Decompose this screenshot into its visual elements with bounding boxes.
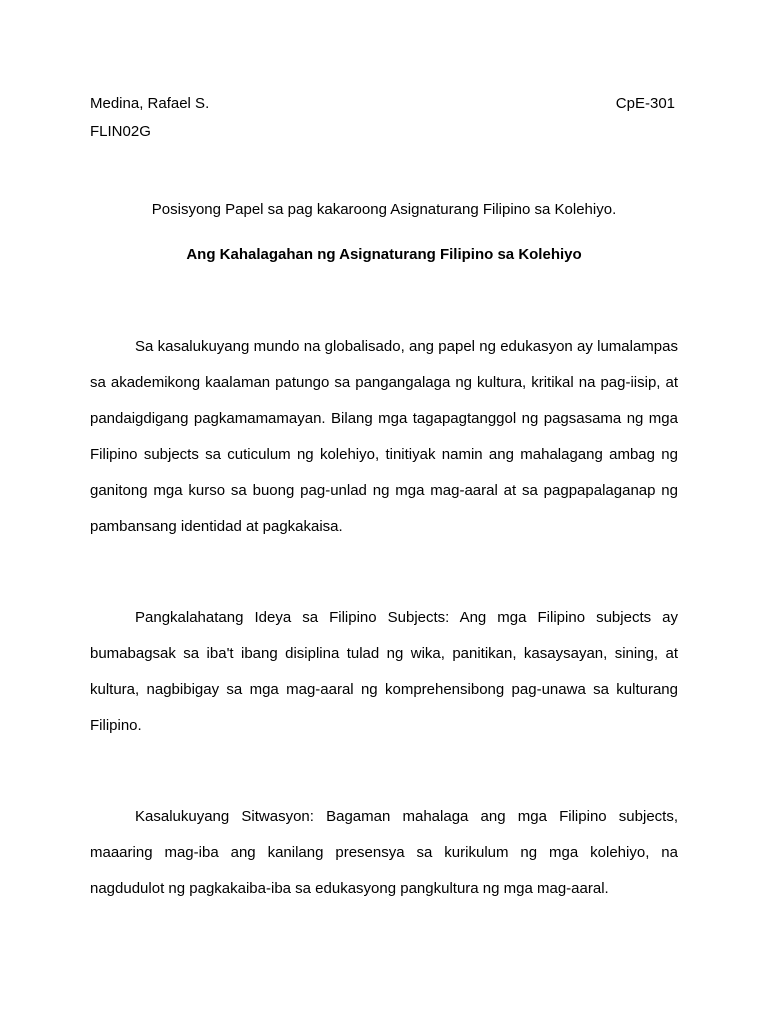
author-name: Medina, Rafael S. (90, 94, 210, 112)
paragraph-overview: Pangkalahatang Ideya sa Filipino Subjects: Ang mga Filipino subjects ay bumabagsak sa iba't ibang disiplina tulad ng wika, panitikan, kasaysayan, sining, at kultura, nagbibigay sa mga mag-aaral ng komprehensibong pag-unawa sa kulturang Filipino. (90, 609, 678, 734)
paragraph-current-situation: Kasalukuyang Sitwasyon: Bagaman mahalaga ang mga Filipino subjects, maaaring mag-iba ang kanilang presensya sa kurikulum ng mga kolehiyo, na nagdudulot ng pagkakaiba-iba sa edukasyong pangkultura ng mga mag-aaral. (90, 808, 678, 897)
section-code: CpE-301 (615, 94, 675, 112)
paragraph-introduction: Sa kasalukuyang mundo na globalisado, ang papel ng edukasyon ay lumalampas sa akademikong kaalaman patungo sa pangangalaga ng kultura, kritikal na pag-iisip, at pandaigdigang pagkamamamayan. Bilang mga tagapagtanggol ng pagsasama ng mga Filipino subjects sa cuticulum ng kolehiyo, tinitiyak namin ang mahalagang ambag ng ganitong mga kurso sa buong pag-unlad ng mga mag-aaral at sa pagpapalaganap ng pambansang identidad at pagkakaisa. (90, 338, 678, 535)
course-code: FLIN02G (90, 123, 151, 140)
document-title: Ang Kahalagahan ng Asignaturang Filipino sa Kolehiyo (186, 246, 582, 263)
document-subtitle: Posisyong Papel sa pag kakaroong Asignaturang Filipino sa Kolehiyo. (151, 201, 617, 218)
header-row (90, 93, 675, 113)
